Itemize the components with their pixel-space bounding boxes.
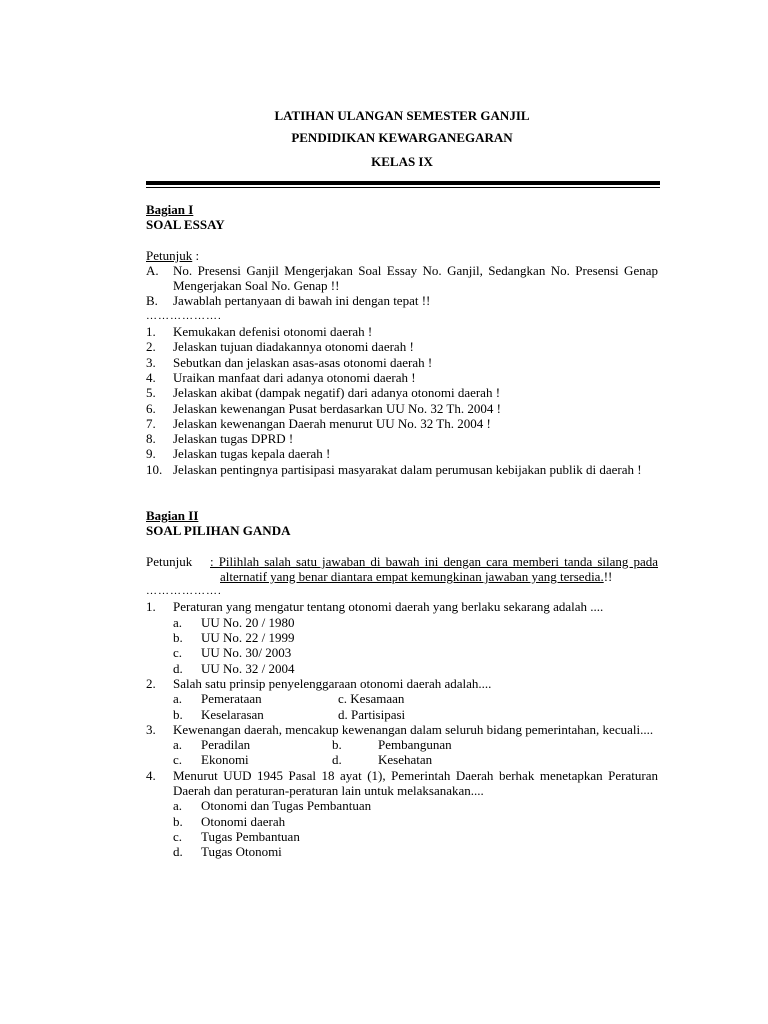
doc-title: LATIHAN ULANGAN SEMESTER GANJIL bbox=[274, 108, 530, 123]
part-2 bbox=[146, 508, 658, 860]
mc-question-3: 3. Kewenangan daerah, mencakup kewenangan dalam seluruh bidang pemerintahan, kecuali.... bbox=[146, 721, 654, 737]
essay-question: 8. Jelaskan tugas DPRD ! bbox=[146, 431, 294, 447]
mc-option-row: b. Keselarasan d. Partisipasi bbox=[173, 706, 406, 722]
essay-question: 4. Uraikan manfaat dari adanya otonomi daerah ! bbox=[146, 369, 416, 385]
essay-question: 6. Jelaskan kewenangan Pusat berdasarkan UU No. 32 Th. 2004 ! bbox=[146, 400, 501, 416]
essay-question: 7. Jelaskan kewenangan Daerah menurut UU No. 32 Th. 2004 ! bbox=[146, 415, 491, 431]
mc-question-2: 2. Salah satu prinsip penyelenggaraan otonomi daerah adalah.... bbox=[146, 675, 492, 691]
mc-option: d. UU No. 32 / 2004 bbox=[173, 660, 295, 676]
mc-option: c. UU No. 30/ 2003 bbox=[173, 645, 292, 661]
mc-question-1: 1. Peraturan yang mengatur tentang otonomi daerah yang berlaku sekarang adalah .... bbox=[146, 599, 604, 615]
mc-option: b. UU No. 22 / 1999 bbox=[173, 630, 295, 646]
mc-option: c. Tugas Pembantuan bbox=[173, 828, 300, 844]
essay-question: 3. Sebutkan dan jelaskan asas-asas otonomi daerah ! bbox=[146, 354, 433, 370]
essay-question: 2. Jelaskan tujuan diadakannya otonomi daerah ! bbox=[146, 339, 414, 355]
doc-class: KELAS IX bbox=[371, 154, 433, 169]
essay-question: 10. Jelaskan pentingnya partisipasi masyarakat dalam perumusan kebijakan publik di daerah ! bbox=[146, 461, 642, 477]
mc-option: b. Otonomi daerah bbox=[173, 813, 286, 829]
mc-option: d. Tugas Otonomi bbox=[173, 844, 282, 860]
mc-question-4: 4. Menurut UUD 1945 Pasal 18 ayat (1), Pemerintah Daerah berhak menetapkan Peraturan Daerah dan peraturan-peraturan lain untuk melaksanakan.... bbox=[146, 767, 658, 799]
part-1-label: Bagian I bbox=[146, 202, 194, 217]
separator-dots: ………………. bbox=[146, 585, 222, 598]
part-2-instructions-label: Petunjuk bbox=[146, 553, 193, 569]
instruction-a: A. No. Presensi Ganjil Mengerjakan Soal Essay No. Ganjil, Sedangkan No. Presensi Genap Mengerjakan Soal No. Genap !! bbox=[146, 262, 658, 294]
doc-subject: PENDIDIKAN KEWARGANEGARAN bbox=[291, 130, 513, 145]
instruction-b: B. Jawablah pertanyaan di bawah ini dengan tepat !! bbox=[146, 293, 431, 309]
part-2-heading: SOAL PILIHAN GANDA bbox=[146, 523, 291, 539]
mc-option-row: c. Ekonomi d. Kesehatan bbox=[173, 752, 433, 768]
mc-option: a. UU No. 20 / 1980 bbox=[173, 614, 295, 630]
header-divider bbox=[146, 181, 660, 188]
part-1 bbox=[146, 202, 658, 477]
part-2-instructions-text: : Pilihlah salah satu jawaban di bawah ini dengan cara memberi tanda silang pada alternatif yang benar diantara empat kemungkinan jawaban yang tersedia.!! bbox=[210, 553, 658, 584]
mc-option: a. Otonomi dan Tugas Pembantuan bbox=[173, 798, 372, 814]
essay-question: 1. Kemukakan defenisi otonomi daerah ! bbox=[146, 324, 373, 340]
mc-option-row: a. Pemerataan c. Kesamaan bbox=[173, 691, 405, 707]
part-1-heading: SOAL ESSAY bbox=[146, 217, 225, 233]
separator-dots: ………………. bbox=[146, 309, 222, 322]
essay-question: 5. Jelaskan akibat (dampak negatif) dari adanya otonomi daerah ! bbox=[146, 385, 501, 401]
mc-option-row: a. Peradilan b. Pembangunan bbox=[173, 737, 452, 753]
part-2-instructions bbox=[146, 554, 658, 585]
part-2-label: Bagian II bbox=[146, 508, 199, 523]
part-1-instructions-label: Petunjuk : bbox=[146, 247, 200, 263]
essay-question: 9. Jelaskan tugas kepala daerah ! bbox=[146, 446, 331, 462]
